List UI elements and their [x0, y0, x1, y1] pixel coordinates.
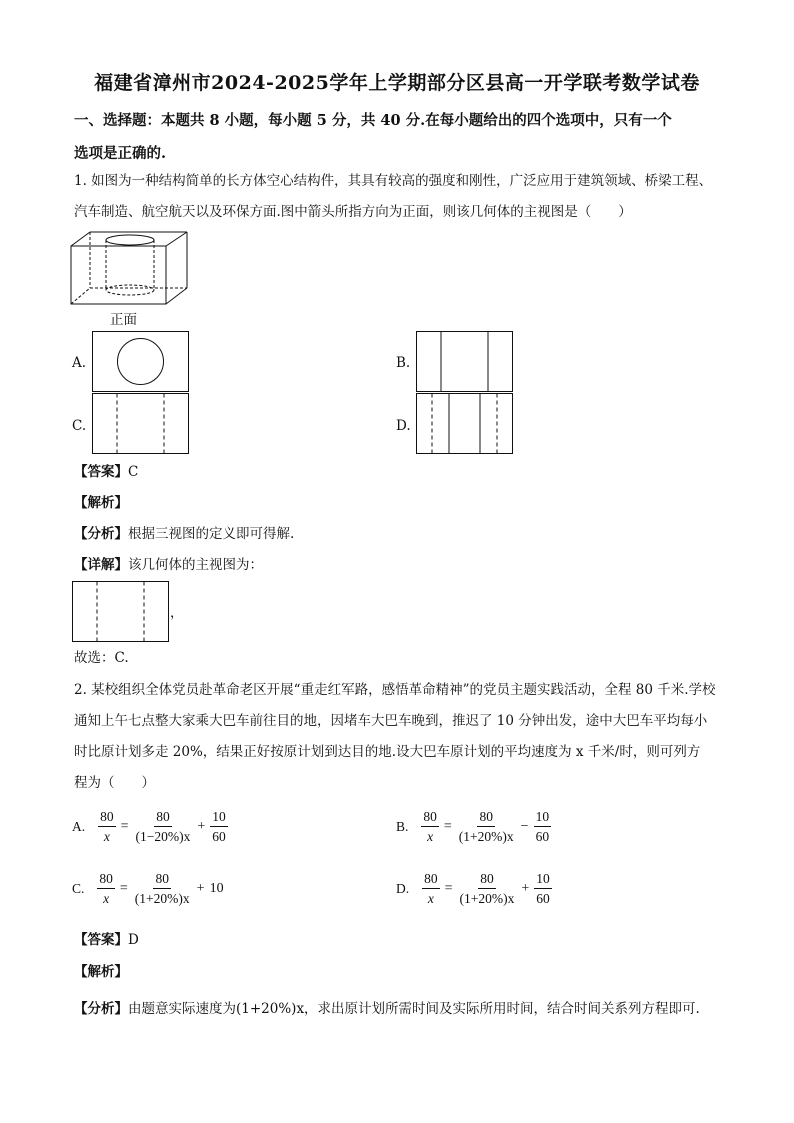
answer-value: C	[128, 464, 139, 480]
fraction: $\frac{80}{(1-20\%)x}$	[135, 809, 191, 844]
q1-3d-figure	[70, 230, 192, 310]
q2-option-c-label: C.	[72, 880, 85, 896]
fraction: $\frac{80}{(1+20\%)x}$	[459, 871, 515, 906]
q1-option-d-label[interactable]: D.	[396, 418, 411, 434]
front-label: 正面	[110, 312, 137, 328]
detail-text: 该几何体的主视图为：	[128, 557, 263, 573]
q2-option-d-label: D.	[396, 880, 410, 896]
q2-text-line2: 通知上午七点整大家乘大巴车前往目的地，因堵车大巴车晚到，推迟了 10 分钟出发，途中大巴车平均每小	[74, 713, 708, 729]
fenxi-tag: 【分析】	[74, 526, 128, 542]
fraction: $\frac{80}{x}$	[424, 871, 438, 906]
q1-option-b-figure[interactable]	[416, 331, 513, 392]
q2-option-a-label: A.	[72, 818, 86, 834]
q1-detail	[74, 555, 263, 575]
q1-option-d-figure[interactable]	[416, 393, 513, 454]
q2-option-c[interactable]: C. $\frac{80}{x}$ = $\frac{80}{(1+20\%)x}$ + 10	[72, 871, 224, 906]
fraction: $\frac{10}{60}$	[535, 809, 550, 844]
q1-option-b-label[interactable]: B.	[396, 355, 411, 371]
q1-option-c-label[interactable]: C.	[72, 418, 87, 434]
q2-option-d[interactable]: D. $\frac{80}{x}$ = $\frac{80}{(1+20\%)x}$ + $\frac{10}{60}$	[396, 871, 550, 906]
detail-tag: 【详解】	[74, 557, 128, 573]
fraction: $\frac{80}{x}$	[99, 871, 113, 906]
answer-tag: 【答案】	[74, 464, 128, 480]
q1-text-line2: 汽车制造、航空航天以及环保方面.图中箭头所指方向为正面，则该几何体的主视图是（ ）	[74, 204, 632, 220]
q2-analysis-tag: 【解析】	[74, 964, 128, 980]
q2-fenxi	[74, 999, 700, 1019]
q2-option-b[interactable]: B. $\frac{80}{x}$ = $\frac{80}{(1+20\%)x}$ − $\frac{10}{60}$	[396, 809, 550, 844]
section-heading-line2: 选项是正确的.	[74, 145, 167, 162]
q2-text-line4: 程为（ ）	[74, 775, 155, 791]
q1-text-line1: 1. 如图为一种结构简单的长方体空心结构件，其具有较高的强度和刚性，广泛应用于建筑领域、桥梁工程、	[74, 173, 713, 189]
page-title: 福建省漳州市2024-2025学年上学期部分区县高一开学联考数学试卷	[94, 72, 700, 94]
fenxi-text: 根据三视图的定义即可得解.	[128, 526, 295, 542]
q1-option-a-figure[interactable]	[92, 331, 189, 392]
q2-text-line3: 时比原计划多走 20%，结果正好按原计划到达目的地.设大巴车原计划的平均速度为 x 千米/时，则可列方	[74, 744, 701, 760]
q2-option-b-label: B.	[396, 818, 409, 834]
fraction: $\frac{10}{60}$	[212, 809, 226, 844]
q1-analysis-tag: 【解析】	[74, 495, 128, 511]
section-heading-line1: 一、选择题：本题共 8 小题，每小题 5 分，共 40 分.在每小题给出的四个选项中，只有一个	[74, 112, 672, 129]
q1-solution-figure	[72, 581, 169, 642]
answer-value: D	[128, 932, 139, 948]
q1-answer	[74, 462, 138, 482]
q1-fenxi	[74, 524, 294, 544]
q1-option-c-figure[interactable]	[92, 393, 189, 454]
fraction: $\frac{10}{60}$	[536, 871, 550, 906]
q1-option-a-label[interactable]: A.	[72, 355, 87, 371]
fraction: $\frac{80}{(1+20\%)x}$	[458, 809, 514, 844]
q2-text-line1: 2. 某校组织全体党员赴革命老区开展“重走红军路，感悟革命精神”的党员主题实践活动，全程 80 千米.学校	[74, 682, 716, 698]
fraction: $\frac{80}{(1+20\%)x}$	[134, 871, 190, 906]
fenxi-text: 由题意实际速度为(1+20%)x，求出原计划所需时间及实际所用时间，结合时间关系列方程即可.	[128, 1001, 700, 1017]
answer-tag: 【答案】	[74, 932, 128, 948]
q1-detail-comma: ，	[170, 605, 184, 621]
q2-answer	[74, 930, 139, 950]
q2-option-a[interactable]: A. $\frac{80}{x}$ = $\frac{80}{(1-20\%)x}$ + $\frac{10}{60}$	[72, 809, 226, 844]
q1-conclusion: 故选：C.	[74, 650, 129, 666]
fenxi-tag: 【分析】	[74, 1001, 128, 1017]
fraction: $\frac{80}{x}$	[100, 809, 114, 844]
fraction: $\frac{80}{x}$	[423, 809, 437, 844]
